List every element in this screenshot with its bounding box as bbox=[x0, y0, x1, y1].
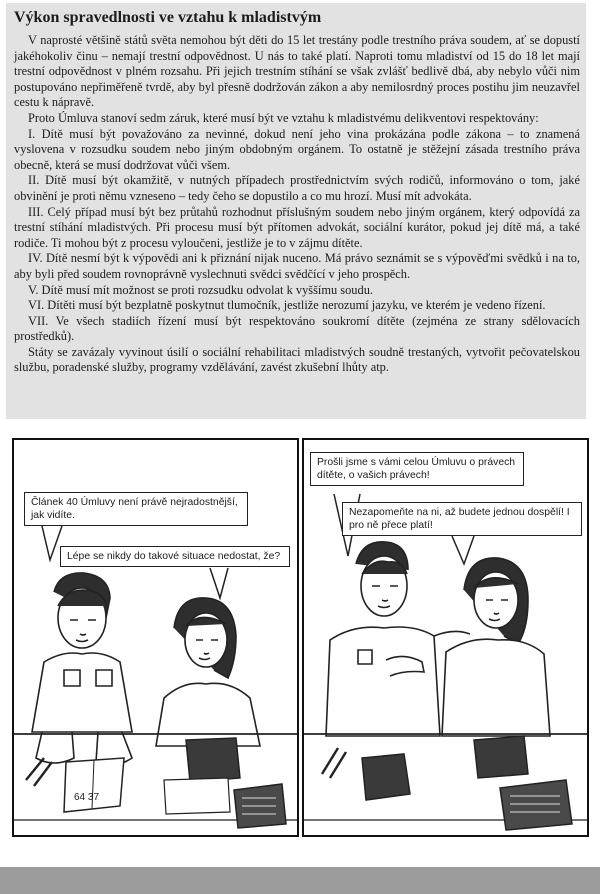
article-box bbox=[6, 3, 586, 419]
article-heading: Výkon spravedlnosti ve vztahu k mladistvým bbox=[14, 9, 322, 26]
speech-bubble: Lépe se nikdy do takové situace nedostat, že? bbox=[60, 546, 290, 567]
article-paragraph: V naprosté většině států světa nemohou být děti do 15 let trestány podle trestního práva soudem, ať se dopustí jakéhokoliv činu – nemají trestní odpovědnost. U nás to také platí. Naproti tomu mladiství od 15 do 18 let mají trestní odpovědnost v plném rozsahu. Při jejich trestním stíhání se však zvlášť bedlivě dbá, aby nebylo vůči nim postupováno nepřiměřeně tvrdě, aby byl přesně dodržován zákon a aby nemilosrdný proces postihu jim neuzavřel cestu k nápravě. bbox=[14, 33, 580, 110]
article-paragraph: III. Celý případ musí být bez průtahů rozhodnut příslušným soudem nebo jiným orgánem, který odpovídá za trestní stíhání mladistvých. Při procesu musí být přítomen advokát, sociální kurátor, pokud jej dítě má, a také rodiče. Ti mohou být z procesu vyloučeni, jestliže je to v zájmu dítěte. bbox=[14, 204, 580, 250]
article-paragraph: VI. Dítěti musí být bezplatně poskytnut tlumočník, jestliže nerozumí jazyku, ve kterém je vedeno řízení. bbox=[28, 298, 546, 313]
book-page-numbers: 64 37 bbox=[74, 792, 100, 803]
speech-bubble: Nezapomeňte na ni, až budete jednou dospělí! I pro ně přece platí! bbox=[342, 502, 582, 536]
speech-bubble: Prošli jsme s vámi celou Úmluvu o právech dítěte, o vašich právech! bbox=[310, 452, 524, 486]
comic-illustration-2 bbox=[304, 440, 587, 835]
speech-bubble: Článek 40 Úmluvy není právě nejradostnější, jak vidíte. bbox=[24, 492, 248, 526]
article-paragraph: IV. Dítě nesmí být k výpovědi ani k přiznání nijak nuceno. Má právo seznámit se s výpověďmi svědků i na to, aby byli před soudem rovnoprávně vyslechnuti svědci svědčící v jeho prospěch. bbox=[14, 251, 580, 281]
article-paragraph: I. Dítě musí být považováno za nevinné, dokud není jeho vina prokázána podle zákona – to znamená vyslovena v rozsudku soudem nebo jiným obdobným orgánem. To ostatně je stěžejní zásada trestního práva obecně, která se musí dodržovat vůči všem. bbox=[14, 126, 580, 172]
comic-panel-1 bbox=[12, 438, 299, 837]
comic-panel-2 bbox=[302, 438, 589, 837]
article-paragraph: V. Dítě musí mít možnost se proti rozsudku odvolat k vyššímu soudu. bbox=[28, 282, 373, 297]
footer-bar bbox=[0, 867, 600, 894]
article-paragraph: Státy se zavázaly vyvinout úsilí o sociální rehabilitaci mladistvých soudně trestaných, vytvořit pečovatelskou službu, poradenské služby, programy vzdělávání, zavést zkušební lhůty atp. bbox=[14, 344, 580, 375]
article-paragraph: II. Dítě musí být okamžitě, v nutných případech prostřednictvím svých rodičů, informováno o tom, jaké obvinění je proti němu vzneseno – tedy čeho se dopustilo a co mu hrozí. Musí mít advokáta. bbox=[14, 173, 580, 203]
article-paragraph: Proto Úmluva stanoví sedm záruk, které musí být ve vztahu k mladistvému delikventovi respektovány: bbox=[28, 110, 539, 125]
article-paragraph: VII. Ve všech stadiích řízení musí být respektováno soukromí dítěte (zejména ze strany sdělovacích prostředků). bbox=[14, 313, 580, 344]
